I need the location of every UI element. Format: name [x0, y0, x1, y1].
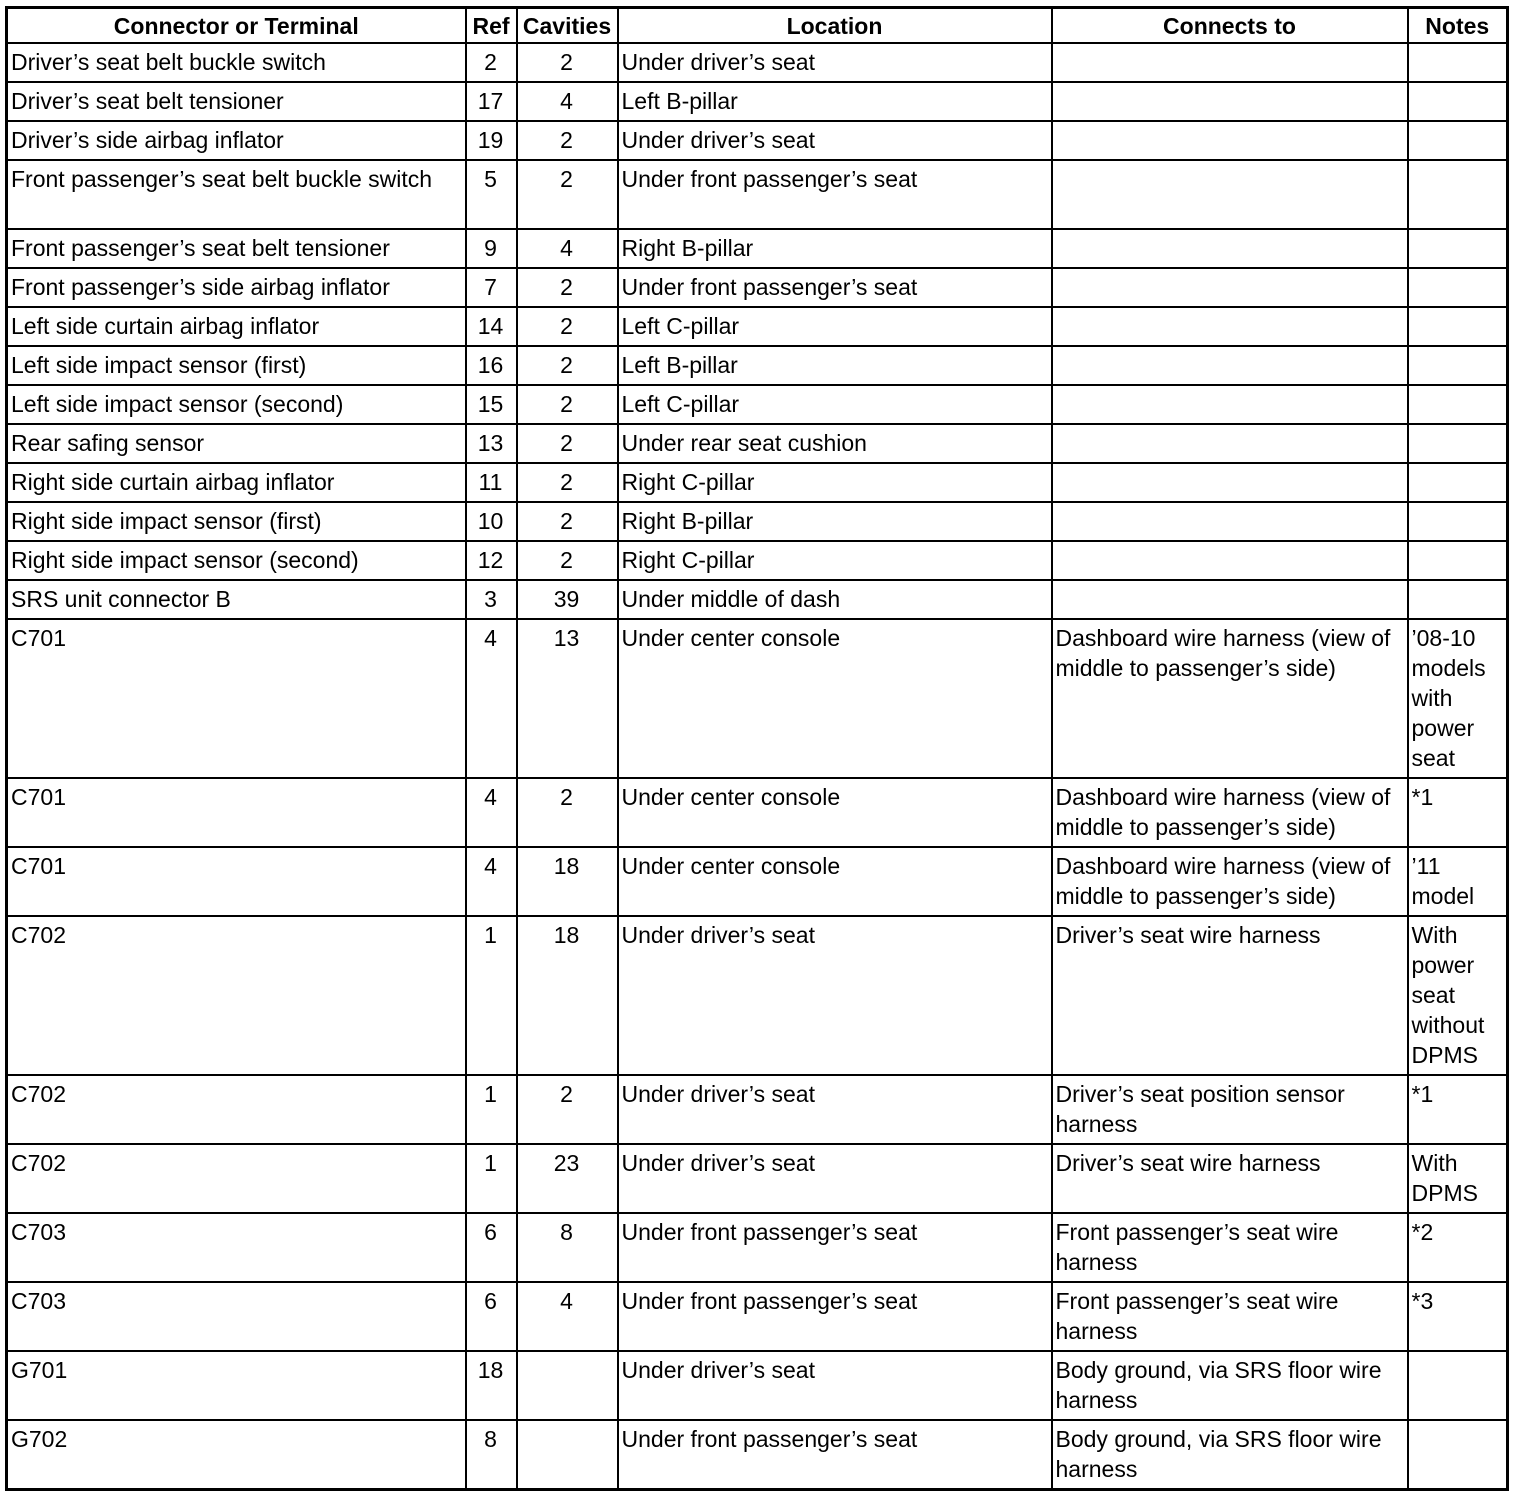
table-row	[7, 43, 1508, 82]
cell-ref: 1	[466, 916, 517, 1075]
cell-connector: C701	[7, 619, 466, 778]
cell-connects-to	[1052, 43, 1408, 82]
cell-ref: 16	[466, 346, 517, 385]
cell-ref: 1	[466, 1075, 517, 1144]
cell-cavities: 2	[517, 160, 618, 229]
cell-cavities: 18	[517, 847, 618, 916]
cell-connector: C702	[7, 916, 466, 1075]
header-row	[7, 8, 1508, 44]
table-row	[7, 916, 1508, 1075]
header-location: Location	[618, 8, 1052, 44]
cell-location: Under driver’s seat	[618, 121, 1052, 160]
cell-connector: Right side curtain airbag inflator	[7, 463, 466, 502]
cell-notes	[1408, 346, 1508, 385]
cell-connector: Left side impact sensor (first)	[7, 346, 466, 385]
cell-connector: C703	[7, 1282, 466, 1351]
cell-ref: 13	[466, 424, 517, 463]
cell-location: Under driver’s seat	[618, 1351, 1052, 1420]
cell-connector: Rear safing sensor	[7, 424, 466, 463]
cell-connects-to	[1052, 268, 1408, 307]
cell-connects-to: Dashboard wire harness (view of middle to passenger’s side)	[1052, 847, 1408, 916]
cell-notes	[1408, 268, 1508, 307]
cell-connects-to: Dashboard wire harness (view of middle to passenger’s side)	[1052, 778, 1408, 847]
table-row	[7, 847, 1508, 916]
connector-table-wrapper	[5, 6, 1509, 1491]
header-connects-to: Connects to	[1052, 8, 1408, 44]
header-connector: Connector or Terminal	[7, 8, 466, 44]
table-body	[7, 43, 1508, 1490]
cell-notes: With DPMS	[1408, 1144, 1508, 1213]
cell-ref: 3	[466, 580, 517, 619]
cell-connects-to	[1052, 160, 1408, 229]
cell-connects-to: Front passenger’s seat wire harness	[1052, 1213, 1408, 1282]
cell-connects-to	[1052, 502, 1408, 541]
cell-notes: *1	[1408, 778, 1508, 847]
cell-location: Under center console	[618, 778, 1052, 847]
cell-cavities: 39	[517, 580, 618, 619]
cell-cavities: 8	[517, 1213, 618, 1282]
cell-notes	[1408, 121, 1508, 160]
cell-connects-to: Front passenger’s seat wire harness	[1052, 1282, 1408, 1351]
cell-connects-to	[1052, 541, 1408, 580]
table-row	[7, 778, 1508, 847]
cell-connector: C701	[7, 778, 466, 847]
cell-location: Right C-pillar	[618, 463, 1052, 502]
cell-cavities: 4	[517, 229, 618, 268]
cell-ref: 4	[466, 847, 517, 916]
cell-connector: Right side impact sensor (second)	[7, 541, 466, 580]
cell-notes	[1408, 1351, 1508, 1420]
cell-ref: 4	[466, 778, 517, 847]
table-row	[7, 346, 1508, 385]
cell-ref: 19	[466, 121, 517, 160]
cell-notes	[1408, 1420, 1508, 1490]
table-row	[7, 229, 1508, 268]
cell-connects-to	[1052, 307, 1408, 346]
cell-cavities: 4	[517, 1282, 618, 1351]
header-ref: Ref	[466, 8, 517, 44]
header-notes: Notes	[1408, 8, 1508, 44]
cell-cavities: 2	[517, 121, 618, 160]
cell-location: Under front passenger’s seat	[618, 268, 1052, 307]
table-row	[7, 1075, 1508, 1144]
cell-connector: Front passenger’s seat belt buckle switch	[7, 160, 466, 229]
cell-connects-to	[1052, 385, 1408, 424]
cell-connects-to	[1052, 346, 1408, 385]
cell-connector: SRS unit connector B	[7, 580, 466, 619]
cell-connector: Right side impact sensor (first)	[7, 502, 466, 541]
table-row	[7, 502, 1508, 541]
cell-notes	[1408, 229, 1508, 268]
cell-connects-to	[1052, 580, 1408, 619]
cell-connects-to: Dashboard wire harness (view of middle to passenger’s side)	[1052, 619, 1408, 778]
cell-ref: 14	[466, 307, 517, 346]
table-row	[7, 619, 1508, 778]
cell-notes	[1408, 541, 1508, 580]
cell-notes: *2	[1408, 1213, 1508, 1282]
cell-location: Right B-pillar	[618, 502, 1052, 541]
cell-connects-to	[1052, 121, 1408, 160]
cell-notes: With power seat without DPMS	[1408, 916, 1508, 1075]
cell-cavities: 2	[517, 1075, 618, 1144]
cell-ref: 6	[466, 1282, 517, 1351]
cell-connects-to: Driver’s seat wire harness	[1052, 916, 1408, 1075]
cell-notes	[1408, 82, 1508, 121]
cell-connects-to: Driver’s seat position sensor harness	[1052, 1075, 1408, 1144]
cell-connector: Front passenger’s side airbag inflator	[7, 268, 466, 307]
cell-location: Right C-pillar	[618, 541, 1052, 580]
cell-connects-to: Body ground, via SRS floor wire harness	[1052, 1420, 1408, 1490]
cell-location: Under center console	[618, 619, 1052, 778]
cell-cavities: 2	[517, 268, 618, 307]
cell-ref: 4	[466, 619, 517, 778]
table-row	[7, 1351, 1508, 1420]
cell-location: Under front passenger’s seat	[618, 1282, 1052, 1351]
cell-connector: G701	[7, 1351, 466, 1420]
table-row	[7, 268, 1508, 307]
cell-cavities: 2	[517, 463, 618, 502]
cell-connector: Driver’s seat belt buckle switch	[7, 43, 466, 82]
cell-location: Under front passenger’s seat	[618, 1213, 1052, 1282]
cell-location: Left B-pillar	[618, 82, 1052, 121]
table-row	[7, 121, 1508, 160]
table-row	[7, 1213, 1508, 1282]
table-row	[7, 1420, 1508, 1490]
table-row	[7, 1282, 1508, 1351]
cell-connector: Front passenger’s seat belt tensioner	[7, 229, 466, 268]
cell-notes: ’11 model	[1408, 847, 1508, 916]
cell-notes: *3	[1408, 1282, 1508, 1351]
cell-connects-to	[1052, 82, 1408, 121]
cell-location: Left C-pillar	[618, 307, 1052, 346]
cell-cavities: 2	[517, 502, 618, 541]
cell-cavities	[517, 1420, 618, 1490]
cell-connector: G702	[7, 1420, 466, 1490]
cell-ref: 8	[466, 1420, 517, 1490]
cell-connector: C701	[7, 847, 466, 916]
cell-notes: ’08-10 models with power seat	[1408, 619, 1508, 778]
table-row	[7, 580, 1508, 619]
table-row	[7, 541, 1508, 580]
table-row	[7, 424, 1508, 463]
table-row	[7, 463, 1508, 502]
cell-location: Left C-pillar	[618, 385, 1052, 424]
cell-ref: 9	[466, 229, 517, 268]
cell-cavities: 2	[517, 346, 618, 385]
cell-connects-to	[1052, 463, 1408, 502]
cell-connects-to: Body ground, via SRS floor wire harness	[1052, 1351, 1408, 1420]
cell-connector: C702	[7, 1075, 466, 1144]
connector-table	[5, 6, 1509, 1491]
cell-notes	[1408, 307, 1508, 346]
cell-cavities: 4	[517, 82, 618, 121]
cell-location: Under rear seat cushion	[618, 424, 1052, 463]
cell-location: Under center console	[618, 847, 1052, 916]
table-row	[7, 385, 1508, 424]
cell-ref: 2	[466, 43, 517, 82]
cell-cavities: 13	[517, 619, 618, 778]
cell-connector: C703	[7, 1213, 466, 1282]
cell-location: Under driver’s seat	[618, 43, 1052, 82]
cell-notes	[1408, 580, 1508, 619]
cell-ref: 6	[466, 1213, 517, 1282]
cell-notes	[1408, 463, 1508, 502]
table-row	[7, 1144, 1508, 1213]
cell-cavities: 2	[517, 778, 618, 847]
cell-cavities	[517, 1351, 618, 1420]
cell-cavities: 23	[517, 1144, 618, 1213]
cell-notes	[1408, 424, 1508, 463]
cell-location: Under driver’s seat	[618, 1075, 1052, 1144]
cell-notes	[1408, 385, 1508, 424]
cell-connects-to	[1052, 229, 1408, 268]
cell-cavities: 2	[517, 424, 618, 463]
cell-ref: 11	[466, 463, 517, 502]
cell-location: Under middle of dash	[618, 580, 1052, 619]
cell-location: Left B-pillar	[618, 346, 1052, 385]
table-row	[7, 160, 1508, 229]
header-cavities: Cavities	[517, 8, 618, 44]
cell-ref: 18	[466, 1351, 517, 1420]
cell-ref: 10	[466, 502, 517, 541]
cell-notes	[1408, 502, 1508, 541]
cell-connects-to: Driver’s seat wire harness	[1052, 1144, 1408, 1213]
cell-connector: Left side impact sensor (second)	[7, 385, 466, 424]
cell-connector: Left side curtain airbag inflator	[7, 307, 466, 346]
cell-location: Under driver’s seat	[618, 916, 1052, 1075]
cell-connector: C702	[7, 1144, 466, 1213]
cell-ref: 5	[466, 160, 517, 229]
cell-ref: 15	[466, 385, 517, 424]
cell-ref: 7	[466, 268, 517, 307]
cell-location: Under driver’s seat	[618, 1144, 1052, 1213]
cell-cavities: 2	[517, 385, 618, 424]
cell-cavities: 2	[517, 43, 618, 82]
cell-notes	[1408, 160, 1508, 229]
cell-ref: 1	[466, 1144, 517, 1213]
cell-cavities: 18	[517, 916, 618, 1075]
cell-connector: Driver’s side airbag inflator	[7, 121, 466, 160]
cell-notes	[1408, 43, 1508, 82]
cell-location: Under front passenger’s seat	[618, 160, 1052, 229]
cell-ref: 12	[466, 541, 517, 580]
cell-connects-to	[1052, 424, 1408, 463]
table-row	[7, 307, 1508, 346]
cell-location: Under front passenger’s seat	[618, 1420, 1052, 1490]
cell-ref: 17	[466, 82, 517, 121]
cell-cavities: 2	[517, 541, 618, 580]
table-row	[7, 82, 1508, 121]
cell-cavities: 2	[517, 307, 618, 346]
cell-connector: Driver’s seat belt tensioner	[7, 82, 466, 121]
cell-notes: *1	[1408, 1075, 1508, 1144]
cell-location: Right B-pillar	[618, 229, 1052, 268]
